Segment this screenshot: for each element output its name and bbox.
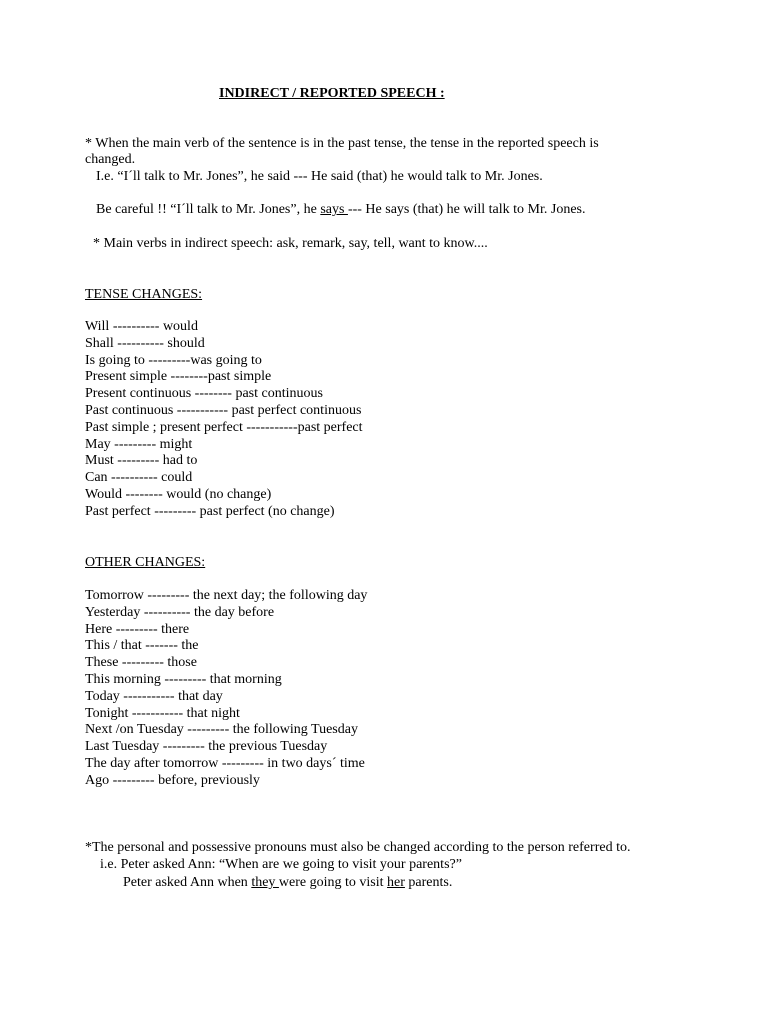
other-change-item: This / that ------- the [85,638,199,654]
careful-note-end: --- He says (that) he will talk to Mr. Jones. [347,202,586,217]
other-change-item: Here --------- there [85,621,190,637]
pronoun-example-end: parents. [404,875,453,890]
other-changes-heading: OTHER CHANGES: [85,555,206,570]
other-change-item: Today ----------- that day [85,688,223,704]
other-change-item: Tomorrow --------- the next day; the following day [85,588,368,603]
rule-main-verbs: * Main verbs in indirect speech: ask, remark, say, tell, want to know.... [93,236,488,251]
pronoun-example-her: her [387,875,405,890]
other-change-item: The day after tomorrow --------- in two days´ time [85,755,365,771]
careful-note-start: Be careful !! “I´ll talk to Mr. Jones”, he [96,202,321,217]
tense-change-item: Will ---------- would [85,319,198,334]
tense-change-item: Past perfect --------- past perfect (no change) [85,503,335,519]
other-change-item: Next /on Tuesday --------- the following Tuesday [85,722,358,738]
tense-change-item: Past continuous ----------- past perfect continuous [85,402,362,418]
tense-change-item: Can ---------- could [85,470,193,486]
page-title: INDIRECT / REPORTED SPEECH : [219,86,445,101]
careful-note [96,202,586,218]
other-change-item: Ago --------- before, previously [85,772,260,788]
tense-changes-heading: TENSE CHANGES: [85,287,203,302]
tense-changes-list [85,319,363,521]
other-change-item: These --------- those [85,655,197,671]
tense-change-item: Would -------- would (no change) [85,486,272,502]
pronoun-example-they: they [251,875,279,890]
tense-change-item: Present continuous -------- past continuous [85,386,323,402]
other-change-item: Last Tuesday --------- the previous Tuesday [85,739,328,755]
other-change-item: Tonight ----------- that night [85,705,240,721]
pronoun-example-start: Peter asked Ann when [123,875,252,890]
pronoun-example-mid: were going to visit [278,875,388,890]
tense-change-item: Must --------- had to [85,453,198,469]
other-change-item: Yesterday ---------- the day before [85,604,275,620]
tense-change-item: Is going to ---------was going to [85,352,262,368]
tense-change-item: Past simple ; present perfect -----------past perfect [85,419,363,435]
other-change-item: This morning --------- that morning [85,671,282,687]
pronoun-example-reported [123,875,452,891]
other-changes-list [85,588,367,790]
tense-change-item: May --------- might [85,436,193,452]
rule-past-tense-line1: * When the main verb of the sentence is in the past tense, the tense in the reported speech is [85,136,599,151]
tense-change-item: Present simple --------past simple [85,369,272,385]
pronoun-example-question: i.e. Peter asked Ann: “When are we going to visit your parents?” [100,857,462,872]
example-said: I.e. “I´ll talk to Mr. Jones”, he said --- He said (that) he would talk to Mr. Jones. [96,169,543,184]
rule-pronouns: *The personal and possessive pronouns must also be changed according to the person referred to. [85,840,631,855]
tense-change-item: Shall ---------- should [85,335,205,351]
careful-note-says: says [320,202,348,217]
rule-past-tense-line2: changed. [85,152,136,167]
